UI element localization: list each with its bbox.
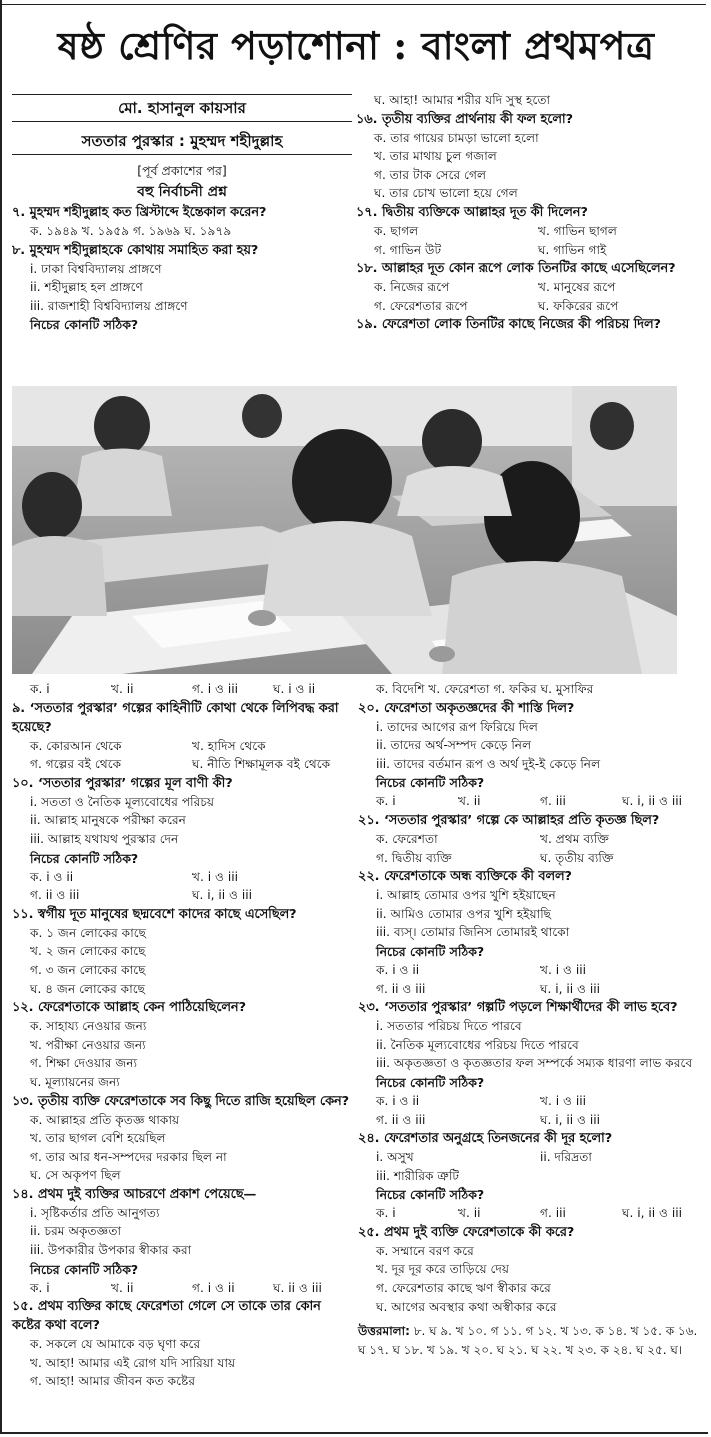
option: খ. i ও iii [192,869,239,884]
option: ক. আল্লাহর প্রতি কৃতজ্ঞ থাকায় [30,1112,180,1127]
option: ঘ. i, ii ও iii [540,981,601,996]
option: ক. ১ জন লোকের কাছে [30,925,147,940]
question-23: ২৩. ‘সততার পুরস্কার’ গল্পটি পড়লে শিক্ষার্থীদের কী লাভ হবে? [358,1000,678,1016]
statement: iii. ব্যস্। তোমার জিনিস তোমারই থাকো [376,925,570,940]
option: ঘ. তৃতীয় ব্যক্তি [540,850,614,865]
question-19: ১৯. ফেরেশতা লোক তিনটির কাছে নিজের কী পরিচয় দিল? [356,317,661,333]
option: গ. i ও iii [192,682,238,696]
statement: ii. নৈতিক মূল্যবোধের পরিচয় দিতে পারবে [376,1037,579,1052]
option: খ. i ও iii [540,962,587,977]
statement: iii. রাজশাহী বিশ্ববিদ্যালয় প্রাঙ্গণে [30,298,188,313]
option: ক. ছাগল [374,223,419,238]
statement: i. সততার পরিচয় দিতে পারবে [376,1019,522,1034]
option: ঘ. i, ii ও iii [622,1206,683,1221]
which-correct: নিচের কোনটি সঠিক? [376,1074,485,1090]
option: গ. ii ও iii [30,888,80,903]
option-row [358,830,704,849]
statement: i. সৃষ্টিকর্তার প্রতি আনুগত্য [30,1205,160,1220]
option: গ. ৩ জন লোকের কাছে [30,962,146,977]
statement: ii. শহীদুল্লাহ হল প্রাঙ্গণে [30,280,143,295]
option-row [12,886,354,905]
statement: iii. আল্লাহ যথাযথ পুরস্কার দেন [30,831,179,846]
option: ঘ. আগের অবস্থার কথা অস্বীকার করে [376,1299,557,1314]
statement: iii. তাদের বর্তমান রূপ ও অর্থ দুই-ই কেড়ে নিল [376,756,601,771]
option: গ. তার আর ধন-সম্পদের দরকার ছিল না [30,1149,227,1164]
option: ক. নিজের রূপে [374,280,450,295]
option: ক. i [30,1280,50,1295]
story-title: সততার পুরস্কার : মুহম্মদ শহীদুল্লাহ [12,128,352,155]
option: গ. ii ও iii [376,981,426,996]
option: খ. তার মাথায় চুল গজাল [374,149,497,164]
answer-key [358,1322,704,1360]
which-correct: নিচের কোনটি সঠিক? [376,1187,485,1203]
option: গ. ফেরেশতার রূপে [374,298,468,313]
which-correct: নিচের কোনটি সঠিক? [30,850,139,866]
option: গ. গল্পের বই থেকে [30,757,122,772]
option: ঘ. i ও ii [273,682,316,696]
statement: ii. চরম অকৃতজ্ঞতা [30,1224,122,1239]
exam-hall-photo [12,386,677,674]
statement: iii. উপকারীর উপকার স্বীকার করা [30,1243,192,1258]
option: গ. আহা! আমার জীবন কত কষ্টের [30,1374,196,1389]
option-row [358,1092,704,1111]
question-8-answers [12,680,354,699]
statement: ii. দরিদ্রতা [540,1150,592,1165]
which-correct: নিচের কোনটি সঠিক? [30,1261,139,1277]
option-row [358,1204,704,1223]
option-row [358,1148,704,1167]
option: ঘ. ৪ জন লোকের কাছে [30,981,146,996]
option: গ. শিক্ষা দেওয়ার জন্য [30,1056,138,1071]
option: খ. তার ছাগল বেশি হয়েছিল [30,1131,166,1146]
option: ঘ. সে অকৃপণ ছিল [30,1168,121,1183]
question-18: ১৮. আল্লাহর দূত কোন রূপে লোক তিনটির কাছে এসেছিলেন? [356,261,676,277]
option: গ. ফেরেশতার কাছে ঋণ স্বীকার করে [376,1281,551,1296]
statement: i. সততা ও নৈতিক মূল্যবোধের পরিচয় [30,794,215,809]
option: খ. গাভিন ছাগল [538,223,617,238]
statement: ii. আল্লাহ মানুষকে পরীক্ষা করেন [30,813,186,828]
option: ক. i [376,1206,396,1221]
right-column-top [356,91,702,334]
option: ঘ. তার চোখ ভালো হয়ে গেল [374,186,518,201]
option-row [356,222,702,241]
option: খ. ii [111,1280,134,1295]
page-title: ষষ্ঠ শ্রেণির পড়াশোনা : বাংলা প্রথমপত্র [57,23,655,68]
option: খ. পরীক্ষা নেওয়ার জন্য [30,1037,146,1052]
option: খ. ii [458,794,481,809]
option: ক. সম্মানে বরণ করে [376,1243,474,1258]
option: ক. i ও ii [30,869,74,884]
option: খ. মানুষের রূপে [538,280,616,295]
option: ঘ. নীতি শিক্ষামূলক বই থেকে [192,757,331,772]
option-row [12,1279,354,1298]
option-row [358,1111,704,1130]
option: গ. গাভিন উট [374,242,442,257]
option: ঘ. i, ii ও iii [192,888,253,903]
option: গ. iii [540,794,566,809]
which-correct: নিচের কোনটি সঠিক? [376,775,485,791]
option: ক. i [30,682,50,696]
option-row [358,961,704,980]
option: গ. ii ও iii [376,1112,426,1127]
option-row [356,297,702,316]
answer-key-label: উত্তরমালা: [358,1324,410,1339]
option: ঘ. i, ii ও iii [622,794,683,809]
option: ক. সাহায্য নেওয়ার জন্য [30,1019,147,1034]
question-7: ৭. মুহম্মদ শহীদুল্লাহ কত খ্রিস্টাব্দে ইন্তেকাল করেন? [12,205,267,220]
option: খ. ii [458,1206,481,1221]
option: ঘ. i, ii ও iii [540,1112,601,1127]
option: ক. ফেরেশতা [376,831,438,846]
statement: i. অসুখ [376,1150,414,1165]
question-14: ১৪. প্রথম দুই ব্যক্তির আচরণে প্রকাশ পেয়েছে— [12,1186,257,1202]
answer-key-text: ৮. ঘ ৯. খ ১০. গ ১১. গ ১২. খ ১৩. ক ১৪. খ ১৫. ক ১৬. ঘ ১৭. ঘ ১৮. খ ১৯. খ ২০. ঘ ২১. ঘ ২২. খ ২৩. ক ২৪. ঘ ২৫. ঘ। [358,1324,698,1358]
question-7-options: ক. ১৯৪৯ খ. ১৯৫৯ গ. ১৯৬৯ ঘ. ১৯৭৯ [30,224,232,238]
question-21: ২১. ‘সততার পুরস্কার’ গল্পে কে আল্লাহর প্রতি কৃতজ্ঞ ছিল? [358,812,660,828]
statement: iii. অকৃতজ্ঞতা ও কৃতজ্ঞতার ফল সম্পর্কে সম্যক ধারণা লাভ করবে [376,1056,693,1071]
statement: ii. আমিও তোমার ওপর খুশি হইয়াছি [376,906,552,921]
question-17: ১৭. দ্বিতীয় ব্যক্তিকে আল্লাহর দূত কী দিলেন? [356,204,588,220]
option: ঘ. আহা! আমার শরীর যদি সুস্থ হতো [374,93,551,107]
option: গ. i ও ii [192,1280,235,1295]
option: খ. ii [111,682,134,696]
right-column-bottom [358,680,704,1360]
which-correct: নিচের কোনটি সঠিক? [30,317,139,333]
question-22: ২২. ফেরেশতাকে অন্ধ ব্যক্তিকে কী বলল? [358,869,572,885]
option: ক. i [376,794,396,809]
option-row [12,868,354,887]
students-writing-image [12,386,677,674]
statement: iii. শারীরিক ত্রুটি [376,1168,460,1183]
which-correct: নিচের কোনটি সঠিক? [376,943,485,959]
option-row [358,849,704,868]
left-column-top [12,94,352,334]
top-rule [0,0,706,5]
statement: i. তাদের আগের রূপ ফিরিয়ে দিল [376,719,538,734]
option: ঘ. মূল্যায়নের জন্য [30,1074,120,1089]
question-20: ২০. ফেরেশতা অকৃতজ্ঞদের কী শাস্তি দিল? [358,700,575,716]
option-row [12,755,354,774]
option-row [358,980,704,999]
option: খ. হাদিস থেকে [192,738,266,753]
statement: i. আল্লাহ তোমার ওপর খুশি হইয়াছেন [376,888,556,903]
option: ঘ. ii ও iii [273,1280,322,1295]
option-row [356,241,702,260]
question-15: ১৫. প্রথম ব্যক্তির কাছে ফেরেশতা গেলে সে তাকে তার কোন কষ্টের কথা বলে? [12,1299,321,1334]
statement: i. ঢাকা বিশ্ববিদ্যালয় প্রাঙ্গণে [30,261,162,276]
section-heading: বহু নির্বাচনী প্রশ্ন [137,184,227,200]
statement: ii. তাদের অর্থ-সম্পদ কেড়ে নিল [376,738,532,753]
question-10: ১০. ‘সততার পুরস্কার’ গল্পের মূল বাণী কী? [12,775,233,791]
option-row [12,737,354,756]
option: ক. তার গায়ের চামড়া ভালো হলো [374,130,539,145]
question-9: ৯. ‘সততার পুরস্কার’ গল্পের কাহিনীটি কোথা থেকে লিপিবদ্ধ করা হয়েছে? [12,700,339,735]
option-row [358,792,704,811]
option: খ. ২ জন লোকের কাছে [30,944,146,959]
option: গ. iii [540,1206,566,1221]
option: ক. i ও ii [376,1093,420,1108]
left-column-bottom [12,680,354,1391]
question-11: ১১. স্বর্গীয় দূত মানুষের ছদ্মবেশে কাদের কাছে এসেছিল? [12,906,297,922]
option: গ. তার টাক সেরে গেল [374,167,487,182]
option: ঘ. গাভিন গাই [538,242,607,257]
option: খ. আহা! আমার এই রোগ যদি সারিয়া যায় [30,1355,236,1370]
question-16: ১৬. তৃতীয় ব্যক্তির প্রার্থনায় কী ফল হলো? [356,111,574,127]
option: খ. প্রথম ব্যক্তি [540,831,610,846]
option-row [356,278,702,297]
question-8: ৮. মুহম্মদ শহীদুল্লাহকে কোথায় সমাহিত করা হয়? [12,242,259,258]
question-19-options: ক. বিদেশি খ. ফেরেশতা গ. ফকির ঘ. মুসাফির [376,682,594,696]
continued-note: [পূর্ব প্রকাশের পর] [137,163,227,178]
option: ক. সকলে যে আমাকে বড় ঘৃণা করে [30,1337,201,1352]
option: খ. দূর দূর করে তাড়িয়ে দেয় [376,1262,510,1277]
option: ঘ. ফকিরের রূপে [538,298,619,313]
question-12: ১২. ফেরেশতাকে আল্লাহ কেন পাঠিয়েছিলেন? [12,1000,246,1016]
option: ক. i ও ii [376,962,420,977]
question-13: ১৩. তৃতীয় ব্যক্তি ফেরেশতাকে সব কিছু দিতে রাজি হয়েছিল কেন? [12,1093,350,1109]
question-25: ২৫. প্রথম দুই ব্যক্তি ফেরেশতাকে কী করে? [358,1224,575,1240]
option: খ. i ও iii [540,1093,587,1108]
author-byline: মো. হাসানুল কায়সার [12,94,352,122]
option: ক. কোরআন থেকে [30,738,122,753]
question-24: ২৪. ফেরেশতার অনুগ্রহে তিনজনের কী দূর হলো? [358,1131,613,1147]
option: গ. দ্বিতীয় ব্যক্তি [376,850,452,865]
